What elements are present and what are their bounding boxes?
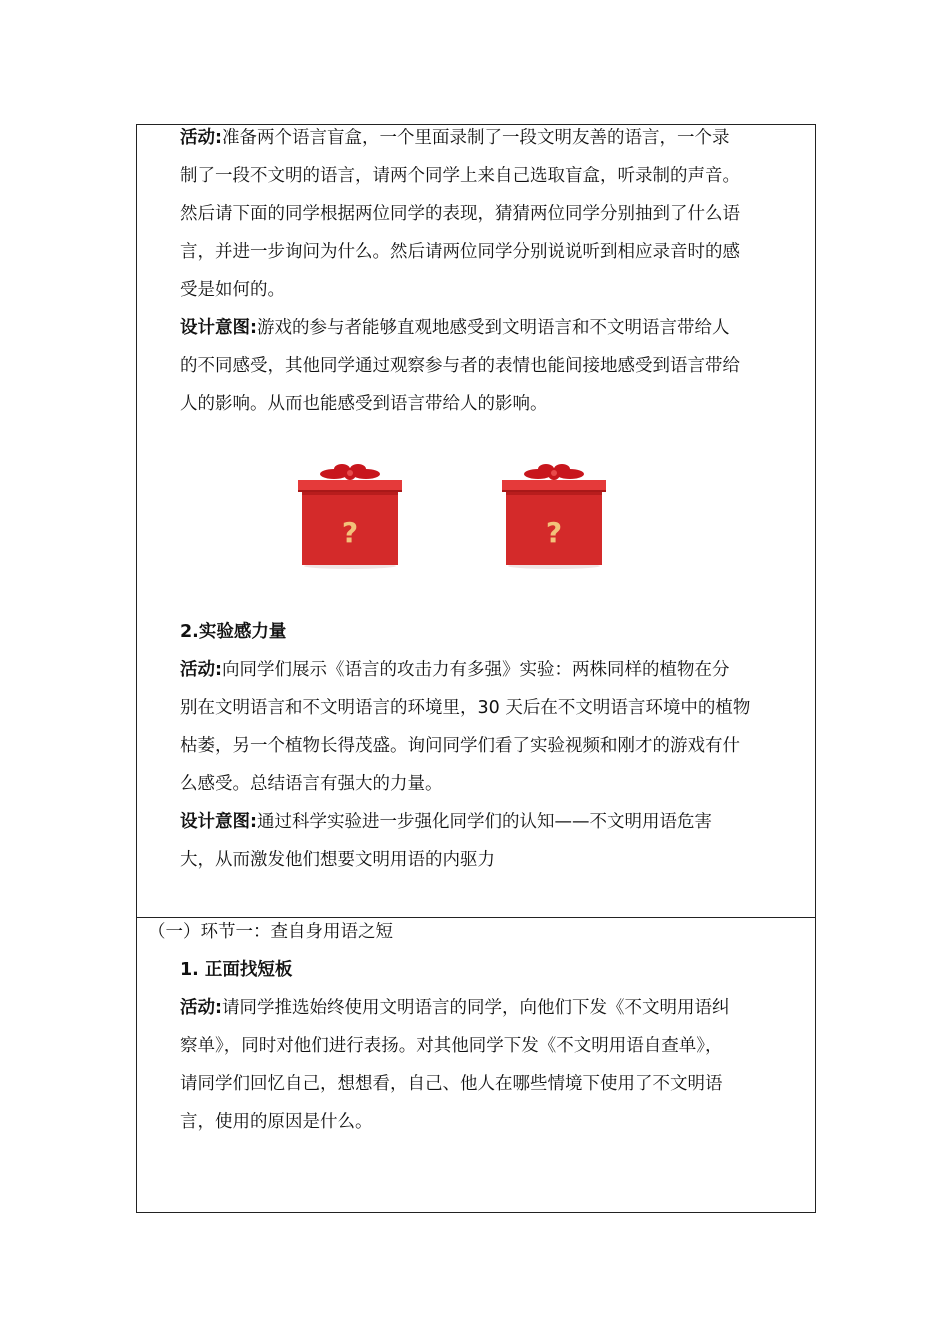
activity-label: 活动:	[180, 660, 222, 680]
paragraph-line: 的不同感受，其他同学通过观察参与者的表情也能间接地感受到语言带给	[180, 356, 740, 376]
paragraph-line: 人的影响。从而也能感受到语言带给人的影响。	[180, 394, 548, 414]
section-heading: 1. 正面找短板	[180, 960, 293, 980]
paragraph-line: 活动:准备两个语言盲盒，一个里面录制了一段文明友善的语言，一个录	[180, 128, 730, 148]
paragraph-line: 受是如何的。	[180, 280, 285, 300]
design-intent-label: 设计意图:	[180, 318, 257, 338]
paragraph-line: 设计意图:游戏的参与者能够直观地感受到文明语言和不文明语言带给人	[180, 318, 730, 338]
paragraph-line: 活动:请同学推选始终使用文明语言的同学，向他们下发《不文明用语纠	[180, 998, 730, 1018]
paragraph-line: 么感受。总结语言有强大的力量。	[180, 774, 443, 794]
gift-box-image	[296, 464, 404, 572]
paragraph-line: 制了一段不文明的语言，请两个同学上来自己选取盲盒，听录制的声音。	[180, 166, 740, 186]
paragraph-line: 言，并进一步询问为什么。然后请两位同学分别说说听到相应录音时的感	[180, 242, 740, 262]
section-heading: 2.实验感力量	[180, 622, 287, 642]
paragraph-line: 活动:向同学们展示《语言的攻击力有多强》实验：两株同样的植物在分	[180, 660, 730, 680]
paragraph-line: 别在文明语言和不文明语言的环境里，30 天后在不文明语言环境中的植物	[180, 698, 751, 718]
paragraph-line: 请同学们回忆自己，想想看，自己、他人在哪些情境下使用了不文明语	[180, 1074, 723, 1094]
paragraph-line: 设计意图:通过科学实验进一步强化同学们的认知——不文明用语危害	[180, 812, 712, 832]
question-mark: ?	[341, 516, 359, 549]
paragraph-line: 言，使用的原因是什么。	[180, 1112, 373, 1132]
paragraph-line: 然后请下面的同学根据两位同学的表现，猜猜两位同学分别抽到了什么语	[180, 204, 740, 224]
activity-label: 活动:	[180, 128, 222, 148]
question-mark: ?	[545, 516, 563, 549]
design-intent-label: 设计意图:	[180, 812, 257, 832]
paragraph-line: 枯萎，另一个植物长得茂盛。询问同学们看了实验视频和刚才的游戏有什	[180, 736, 740, 756]
paragraph-line: 察单》，同时对他们进行表扬。对其他同学下发《不文明用语自查单》，	[180, 1036, 723, 1056]
activity-label: 活动:	[180, 998, 222, 1018]
section-title: （一）环节一：查自身用语之短	[148, 922, 393, 942]
paragraph-line: 大，从而激发他们想要文明用语的内驱力	[180, 850, 495, 870]
gift-box-image	[500, 464, 608, 572]
